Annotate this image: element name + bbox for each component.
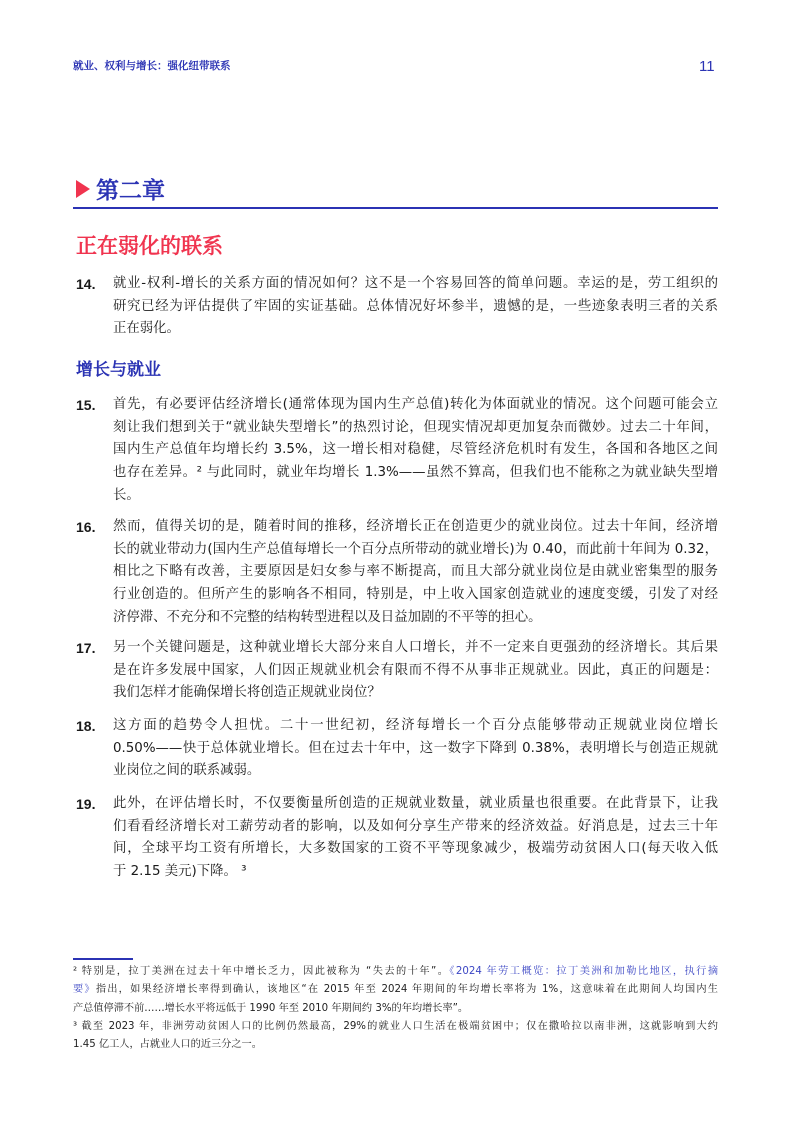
paragraph-17 <box>76 637 718 705</box>
paragraph-line: 就业-权利-增长的关系方面的情况如何？这不是一个容易回答的简单问题。幸运的是，劳工组织的 <box>113 276 718 291</box>
paragraph-line: 于 2.15 美元)下降。 ³ <box>113 864 247 880</box>
paragraph-line: 是在许多发展中国家，人们因正规就业机会有限而不得不从事非正规就业。因此，真正的问题是： <box>113 662 718 678</box>
paragraph-line: 这方面的趋势令人担忧。二十一世纪初，经济每增长一个百分点能够带动正规就业岗位增长 <box>113 718 718 733</box>
page-number: 11 <box>699 58 715 75</box>
footnote-2 <box>73 963 718 1018</box>
paragraph-line: 研究已经为评估提供了牢固的实证基础。总体情况好坏参半，遗憾的是，一些迹象表明三者的关系 <box>113 298 718 314</box>
paragraph-line: 们看看经济增长对工薪劳动者的影响，以及如何分享生产带来的经济效益。好消息是，过去三十年 <box>113 818 718 834</box>
triangle-marker-icon <box>76 180 90 198</box>
report-link-continued[interactable]: 要》 <box>73 984 96 996</box>
footnote-text: 产总值停滞不前……增长水平将远低于 1990 年至 2010 年期间约 3%的年均增长率”。 <box>73 1002 469 1014</box>
footnote-mark: ³ <box>73 1021 78 1032</box>
paragraph-line: 0.50%——快于总体就业增长。但在过去十年中，这一数字下降到 0.38%，表明增长与创造正规就 <box>113 740 718 756</box>
paragraph-number: 18. <box>76 718 96 734</box>
footnote-3 <box>73 1018 718 1055</box>
footnote-text: 指出，如果经济增长率得到确认，该地区“在 2015 年至 2024 年期间的年均增长率将为 1%，这意味着在此期间人均国内生 <box>95 984 718 996</box>
footnote-divider <box>73 958 133 960</box>
paragraph-line: 此外，在评估增长时，不仅要衡量所创造的正规就业数量，就业质量也很重要。在此背景下，让我 <box>113 796 718 811</box>
footnote-mark: ² <box>73 966 78 977</box>
paragraph-line: 济停滞、不充分和不完整的结构转型进程以及日益加剧的不平等的担心。 <box>113 609 542 625</box>
paragraph-number: 14. <box>76 276 96 292</box>
chapter-heading <box>76 172 165 205</box>
running-header: 就业、权利与增长：强化纽带联系 <box>73 60 231 72</box>
paragraph-line: 我们怎样才能确保增长将创造正规就业岗位？ <box>113 685 381 701</box>
paragraph-line: 相比之下略有改善，主要原因是妇女参与率不断提高，而且大部分就业岗位是由就业密集型的服务 <box>113 564 718 580</box>
paragraph-line: 也存在差异。² 与此同时，就业年均增长 1.3%——虽然不算高，但我们也不能称之为就业缺失型增 <box>113 465 718 481</box>
paragraph-line: 首先，有必要评估经济增长(通常体现为国内生产总值)转化为体面就业的情况。这个问题可能会立 <box>113 397 718 412</box>
paragraph-15 <box>76 394 718 508</box>
paragraph-line: 业岗位之间的联系减弱。 <box>113 763 261 779</box>
paragraph-line: 刻让我们想到关于“就业缺失型增长”的热烈讨论，但现实情况却更加复杂而微妙。过去二十年间， <box>113 419 718 435</box>
chapter-divider <box>73 207 718 209</box>
paragraph-number: 19. <box>76 796 96 812</box>
paragraph-line: 长的就业带动力(国内生产总值每增长一个百分点所带动的就业增长)为 0.40，而此前十年间为 0.32， <box>113 541 718 557</box>
paragraph-line: 然而，值得关切的是，随着时间的推移，经济增长正在创造更少的就业岗位。过去十年间，经济增 <box>113 519 718 534</box>
paragraph-18 <box>76 715 718 783</box>
report-link[interactable]: 《2024 年劳工概览：拉丁美洲和加勒比地区，执行摘 <box>449 966 719 977</box>
paragraph-line: 长。 <box>113 487 140 503</box>
footnote-text: 1.45 亿工人，占就业人口的近三分之一。 <box>73 1039 262 1051</box>
paragraph-line: 正在弱化。 <box>113 321 180 337</box>
paragraph-14 <box>76 273 718 341</box>
paragraph-line: 行业创造的。但所产生的影响各不相同，特别是，中上收入国家创造就业的速度变缓，引发了对经 <box>113 587 718 603</box>
section-title: 正在弱化的联系 <box>76 234 223 258</box>
paragraph-19 <box>76 793 718 884</box>
paragraph-number: 16. <box>76 519 96 535</box>
footnote-text: 截至 2023 年，非洲劳动贫困人口的比例仍然最高，29%的就业人口生活在极端贫困中；仅在撒哈拉以南非洲，这就影响到大约 <box>77 1021 718 1032</box>
subsection-title: 增长与就业 <box>76 360 161 380</box>
paragraph-number: 17. <box>76 640 96 656</box>
chapter-title: 第二章 <box>96 178 165 204</box>
footnote-text: 特别是，拉丁美洲在过去十年中增长乏力，因此被称为 “失去的十年”。 <box>77 966 450 977</box>
paragraph-line: 国内生产总值年均增长约 3.5%，这一增长相对稳健，尽管经济危机时有发生，各国和各地区之间 <box>113 442 718 458</box>
paragraph-16 <box>76 516 718 630</box>
paragraph-line: 另一个关键问题是，这种就业增长大部分来自人口增长，并不一定来自更强劲的经济增长。其后果 <box>113 640 718 655</box>
paragraph-number: 15. <box>76 397 96 413</box>
paragraph-line: 间，全球平均工资有所增长，大多数国家的工资不平等现象减少，极端劳动贫困人口(每天收入低 <box>113 841 718 857</box>
